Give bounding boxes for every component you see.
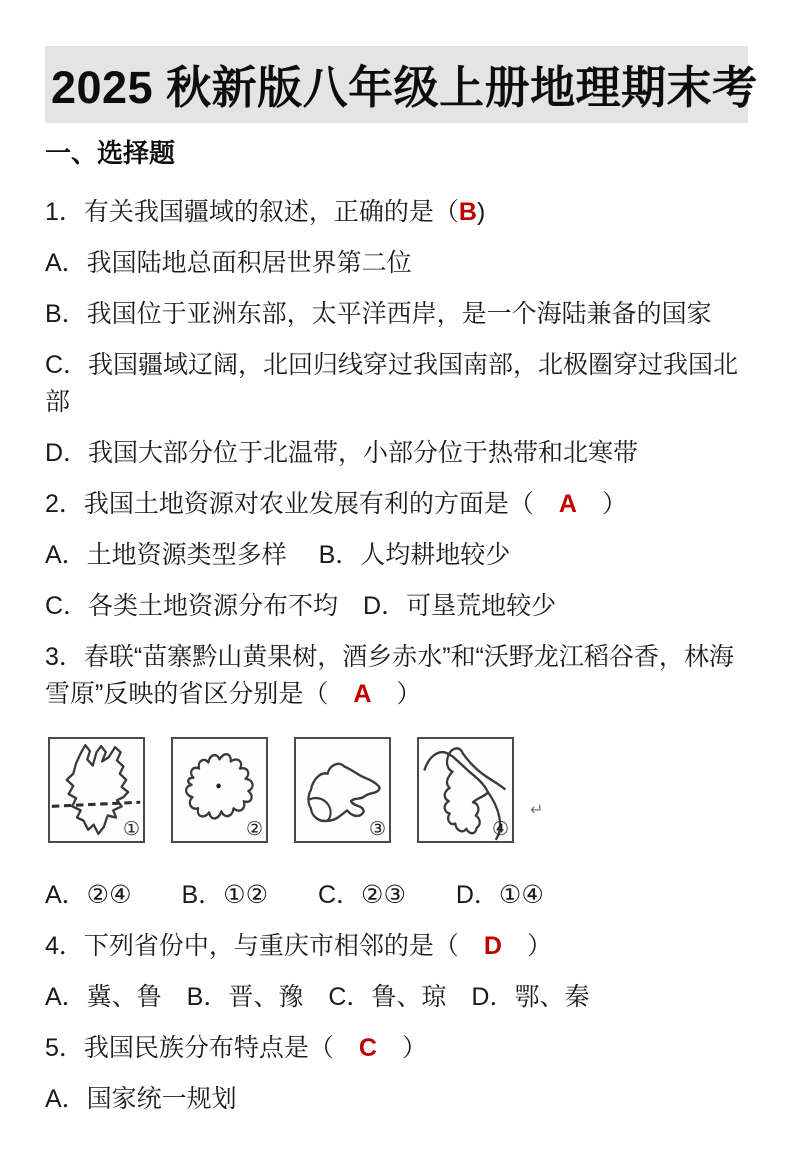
answer-letter: C <box>358 1034 377 1062</box>
document-title: 2025 秋新版八年级上册地理期末考 <box>51 62 758 113</box>
stem-text: ） <box>371 680 422 708</box>
question-5 <box>45 1030 751 1118</box>
question-1-stem <box>45 194 751 231</box>
answer-letter: A <box>353 680 372 708</box>
question-4-options: A．冀、鲁 B．晋、豫 C．鲁、琼 D．鄂、秦 <box>45 983 590 1011</box>
question-4 <box>45 928 751 1016</box>
stem-text: ） <box>501 932 552 960</box>
exam-page <box>0 46 793 1168</box>
section-heading: 一、选择题 <box>45 138 176 168</box>
stem-text: 4．下列省份中，与重庆市相邻的是（ <box>45 932 484 960</box>
map-label: ① <box>122 819 140 841</box>
document-title-bar <box>45 46 758 123</box>
stem-text: 5．我国民族分布特点是（ <box>45 1034 359 1062</box>
question-3 <box>45 639 751 914</box>
stem-text: ） <box>576 490 627 518</box>
map-label: ② <box>245 819 263 841</box>
map-label: ③ <box>368 819 386 841</box>
province-map-1-yunnan <box>48 737 145 843</box>
province-map-2-guizhou <box>171 737 268 843</box>
question-3-stem <box>45 639 751 713</box>
province-map-4-heilongjiang <box>417 737 514 843</box>
question-4-stem <box>45 928 751 965</box>
stem-text: ) <box>476 198 486 226</box>
question-1-option-c: C．我国疆域辽阔，北回归线穿过我国南部，北极圈穿过我国北部 <box>45 351 739 416</box>
answer-letter: A <box>558 490 577 518</box>
question-3-options: A．②④ B．①② C．②③ D．①④ <box>45 881 544 909</box>
answer-letter: B <box>458 198 477 226</box>
question-1-option-b: B．我国位于亚洲东部，太平洋西岸，是一个海陆兼备的国家 <box>45 300 712 328</box>
document-body <box>0 133 793 1118</box>
question-2-options-ab: A．土地资源类型多样 B．人均耕地较少 <box>45 541 511 569</box>
answer-letter: D <box>483 932 502 960</box>
question-5-option-a: A．国家统一规划 <box>45 1085 237 1113</box>
stem-text: 1．有关我国疆域的叙述，正确的是（ <box>45 198 459 226</box>
question-2 <box>45 486 751 625</box>
stem-text: 2．我国土地资源对农业发展有利的方面是（ <box>45 490 559 518</box>
question-1-option-a: A．我国陆地总面积居世界第二位 <box>45 249 412 277</box>
question-1-option-d: D．我国大部分位于北温带，小部分位于热带和北寒带 <box>45 439 639 467</box>
map-label: ④ <box>491 819 509 841</box>
question-2-options-cd: C．各类土地资源分布不均 D．可垦荒地较少 <box>45 592 557 620</box>
province-maps-figure <box>48 737 751 843</box>
question-5-stem <box>45 1030 751 1067</box>
stem-text: ） <box>376 1034 427 1062</box>
province-map-3-hubei <box>294 737 391 843</box>
stem-text: 3．春联“苗寨黔山黄果树，酒乡赤水”和“沃野龙江稻谷香，林海雪原”反映的省区分别是（ <box>45 643 734 708</box>
question-2-stem <box>45 486 751 523</box>
return-mark: ↵ <box>530 802 544 819</box>
question-1 <box>45 194 751 472</box>
